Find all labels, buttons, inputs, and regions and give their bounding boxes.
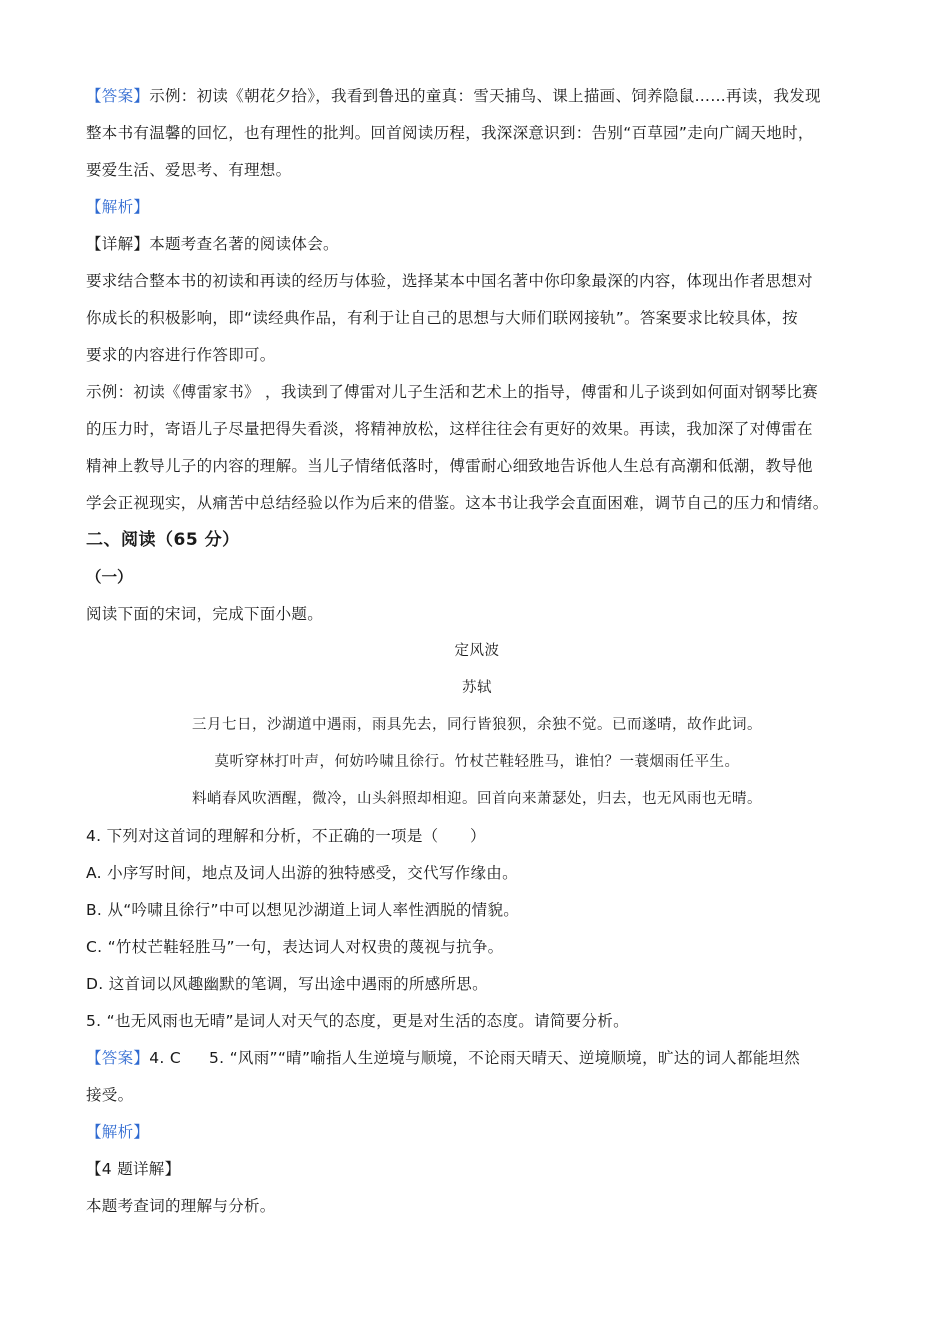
requirement-line-2: 你成长的积极影响，即“读经典作品，有利于让自己的思想与大师们联网接轨”。答案要求比较具体，按 — [86, 309, 798, 327]
question-5-stem: 5. “也无风雨也无晴”是词人对天气的态度，更是对生活的态度。请简要分析。 — [86, 1012, 629, 1030]
answer-5-line-2: 接受。 — [86, 1086, 134, 1104]
answer-text: 示例：初读《朝花夕拾》，我看到鲁迅的童真：雪天捕鸟、课上描画、饲养隐鼠……再读，我发现 — [149, 87, 821, 105]
example-line-2: 的压力时，寄语儿子尽量把得失看淡，将精神放松，这样往往会有更好的效果。再读，我加深了对傅雷在 — [86, 420, 813, 438]
detail-4-text: 本题考查词的理解与分析。 — [86, 1197, 276, 1215]
example-line-1: 示例：初读《傅雷家书》 ，我读到了傅雷对儿子生活和艺术上的指导，傅雷和儿子谈到如何面对钢琴比赛 — [86, 383, 819, 401]
question-4-option-b: B. 从“吟啸且徐行”中可以想见沙湖道上词人率性洒脱的情貌。 — [86, 901, 520, 919]
example-line-4: 学会正视现实，从痛苦中总结经验以作为后来的借鉴。这本书让我学会直面困难，调节自己的压力和情绪。 — [86, 494, 829, 512]
poem-author: 苏轼 — [462, 680, 492, 696]
section-intro: 阅读下面的宋词，完成下面小题。 — [86, 605, 324, 623]
answer-line-3: 要爱生活、爱思考、有理想。 — [86, 161, 292, 179]
question-4-option-c: C. “竹杖芒鞋轻胜马”一句，表达词人对权贵的蔑视与抗争。 — [86, 938, 504, 956]
analysis-tag-1: 【解析】 — [86, 198, 150, 216]
answer-4: 4. C — [149, 1049, 181, 1067]
answer-tag: 【答案】 — [86, 87, 150, 105]
question-4-option-d: D. 这首词以风趣幽默的笔调，写出途中遇雨的所感所思。 — [86, 975, 488, 993]
answer-line-2: 整本书有温馨的回忆，也有理性的批判。回首阅读历程，我深深意识到：告别“百草园”走向广阔天地时， — [86, 124, 814, 142]
poem-title: 定风波 — [454, 643, 500, 659]
section-heading: 二、阅读（65 分） — [86, 530, 240, 550]
poem-stanza-2: 料峭春风吹酒醒，微冷，山头斜照却相迎。回首向来萧瑟处，归去，也无风雨也无晴。 — [192, 791, 762, 807]
poem-preface: 三月七日，沙湖道中遇雨，雨具先去，同行皆狼狈，余独不觉。已而遂晴，故作此词。 — [192, 717, 762, 733]
analysis-tag-2: 【解析】 — [86, 1123, 150, 1141]
requirement-line-3: 要求的内容进行作答即可。 — [86, 346, 276, 364]
answer-tag: 【答案】 — [86, 1049, 150, 1067]
answer-line-1 — [86, 78, 868, 115]
detail-4-label: 【4 题详解】 — [86, 1160, 181, 1178]
document-page — [86, 78, 868, 1225]
requirement-line-1: 要求结合整本书的初读和再读的经历与体验，选择某本中国名著中你印象最深的内容，体现出作者思想对 — [86, 272, 813, 290]
question-4-stem: 4. 下列对这首词的理解和分析，不正确的一项是（ ） — [86, 827, 486, 845]
answer-line-q4-q5 — [86, 1040, 868, 1077]
poem-stanza-1: 莫听穿林打叶声，何妨吟啸且徐行。竹杖芒鞋轻胜马，谁怕？一蓑烟雨任平生。 — [214, 754, 740, 770]
answer-5-line-1: 5. “风雨”“晴”喻指人生逆境与顺境，不论雨天晴天、逆境顺境，旷达的词人都能坦然 — [208, 1049, 801, 1067]
detail-label: 【详解】本题考查名著的阅读体会。 — [86, 235, 339, 253]
question-4-option-a: A. 小序写时间，地点及词人出游的独特感受，交代写作缘由。 — [86, 864, 518, 882]
example-line-3: 精神上教导儿子的内容的理解。当儿子情绪低落时，傅雷耐心细致地告诉他人生总有高潮和低潮，教导他 — [86, 457, 813, 475]
subsection-heading: （一） — [86, 568, 133, 586]
